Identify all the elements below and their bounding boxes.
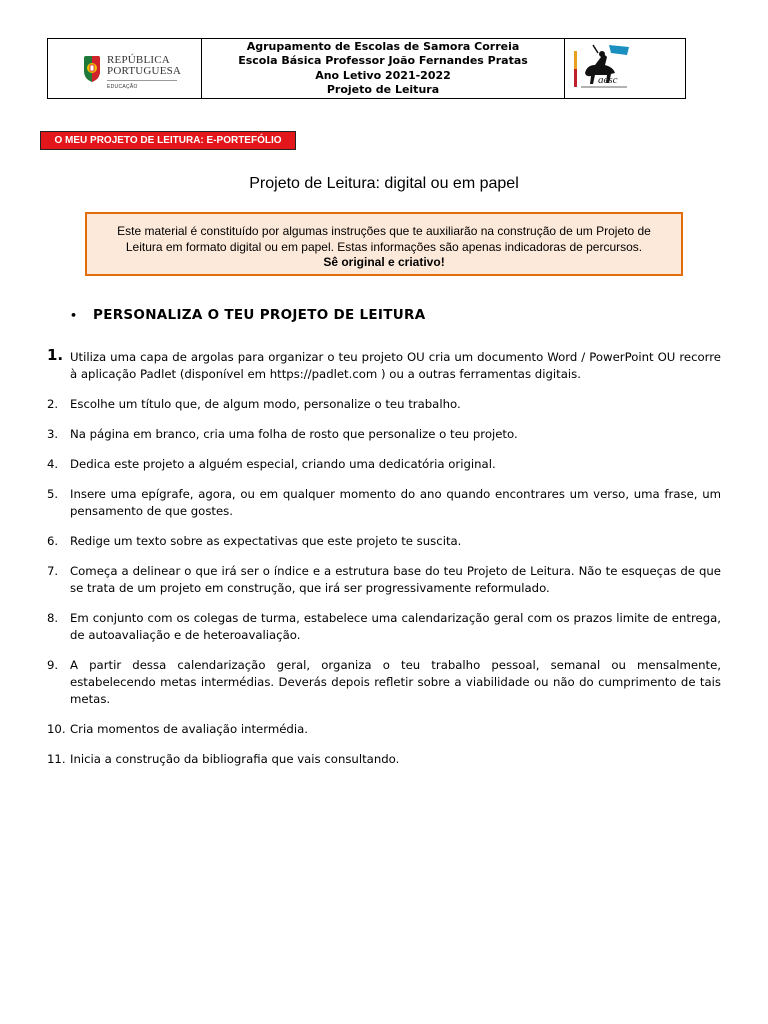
logo-text-republica: REPÚBLICA <box>107 54 170 66</box>
step-text: Insere uma epígrafe, agora, ou em qualquer momento do ano quando encontrares um verso, uma frase, um pensamento de que gostes. <box>70 487 721 518</box>
horse-rider-icon <box>571 43 631 95</box>
list-item <box>47 486 721 520</box>
step-text: Cria momentos de avaliação intermédia. <box>70 722 308 736</box>
aesc-logo-text: aesc <box>598 74 618 86</box>
step-number: 11. <box>47 752 66 766</box>
step-text: Na página em branco, cria uma folha de rosto que personalize o teu projeto. <box>70 427 518 441</box>
list-item <box>47 721 721 738</box>
intro-text: Este material é constituído por algumas instruções que te auxiliarão na construção de um Projeto de Leitura em formato digital ou em papel. Estas informações são apenas indicadoras de percursos. <box>117 224 651 254</box>
step-number: 5. <box>47 487 59 501</box>
step-text: A partir dessa calendarização geral, organiza o teu trabalho pessoal, semanal ou mensalmente, estabelecendo metas intermédias. Deverás depois refletir sobre a viabilidade ou não do cumprimento de tais metas. <box>70 658 721 706</box>
step-number: 6. <box>47 534 59 548</box>
step-text: Inicia a construção da bibliografia que vais consultando. <box>70 752 400 766</box>
logo-divider <box>107 80 177 81</box>
logo-text-educacao: EDUCAÇÃO <box>107 84 138 90</box>
list-item <box>47 563 721 597</box>
bullet-icon: • <box>70 309 78 322</box>
step-number: 7. <box>47 564 59 578</box>
list-item <box>47 346 721 383</box>
intro-box <box>85 212 683 276</box>
intro-emphasis: Sê original e criativo! <box>323 255 445 269</box>
step-number: 3. <box>47 427 59 441</box>
steps-list <box>47 346 721 781</box>
list-item <box>47 533 721 550</box>
step-text: Dedica este projeto a alguém especial, criando uma dedicatória original. <box>70 457 496 471</box>
school-year: Ano Letivo 2021-2022 <box>315 68 451 82</box>
school-name: Escola Básica Professor João Fernandes Pratas <box>238 54 528 68</box>
step-number: 9. <box>47 658 59 672</box>
document-header <box>47 38 686 99</box>
step-text: Em conjunto com os colegas de turma, estabelece uma calendarização geral com os prazos limite de entrega, de autoavaliação e de heteroavaliação. <box>70 611 721 642</box>
list-item <box>47 610 721 644</box>
school-info <box>202 39 565 98</box>
step-number: 8. <box>47 611 59 625</box>
school-group-name: Agrupamento de Escolas de Samora Correia <box>246 40 520 53</box>
section-heading <box>70 307 425 323</box>
step-number: 10. <box>47 722 66 736</box>
logo-text-portuguesa: PORTUGUESA <box>107 65 182 77</box>
portugal-coat-of-arms-icon <box>82 55 102 83</box>
section-heading-text: PERSONALIZA O TEU PROJETO DE LEITURA <box>93 307 426 323</box>
step-number: 2. <box>47 397 59 411</box>
list-item <box>47 657 721 708</box>
step-text: Utiliza uma capa de argolas para organizar o teu projeto OU cria um documento Word / PowerPoint OU recorre à aplicação Padlet (disponível em https://padlet.com ) ou a outras ferramentas digitais. <box>70 350 721 381</box>
step-text: Começa a delinear o que irá ser o índice e a estrutura base do teu Projeto de Leitura. Não te esqueças de que se trata de um projeto em construção, que irá ser progressivamente reformulado. <box>70 564 721 595</box>
page-title: Projeto de Leitura: digital ou em papel <box>249 175 519 192</box>
step-number: 1. <box>47 346 64 364</box>
aesc-logo <box>565 39 685 98</box>
step-text: Escolhe um título que, de algum modo, personalize o teu trabalho. <box>70 397 461 411</box>
list-item <box>47 396 721 413</box>
republica-portuguesa-logo <box>48 39 202 98</box>
step-text: Redige um texto sobre as expectativas que este projeto te suscita. <box>70 534 462 548</box>
project-name: Projeto de Leitura <box>326 83 440 97</box>
portfolio-banner: O MEU PROJETO DE LEITURA: E-PORTEFÓLIO <box>40 131 296 150</box>
list-item <box>47 456 721 473</box>
list-item <box>47 751 721 768</box>
list-item <box>47 426 721 443</box>
step-number: 4. <box>47 457 59 471</box>
